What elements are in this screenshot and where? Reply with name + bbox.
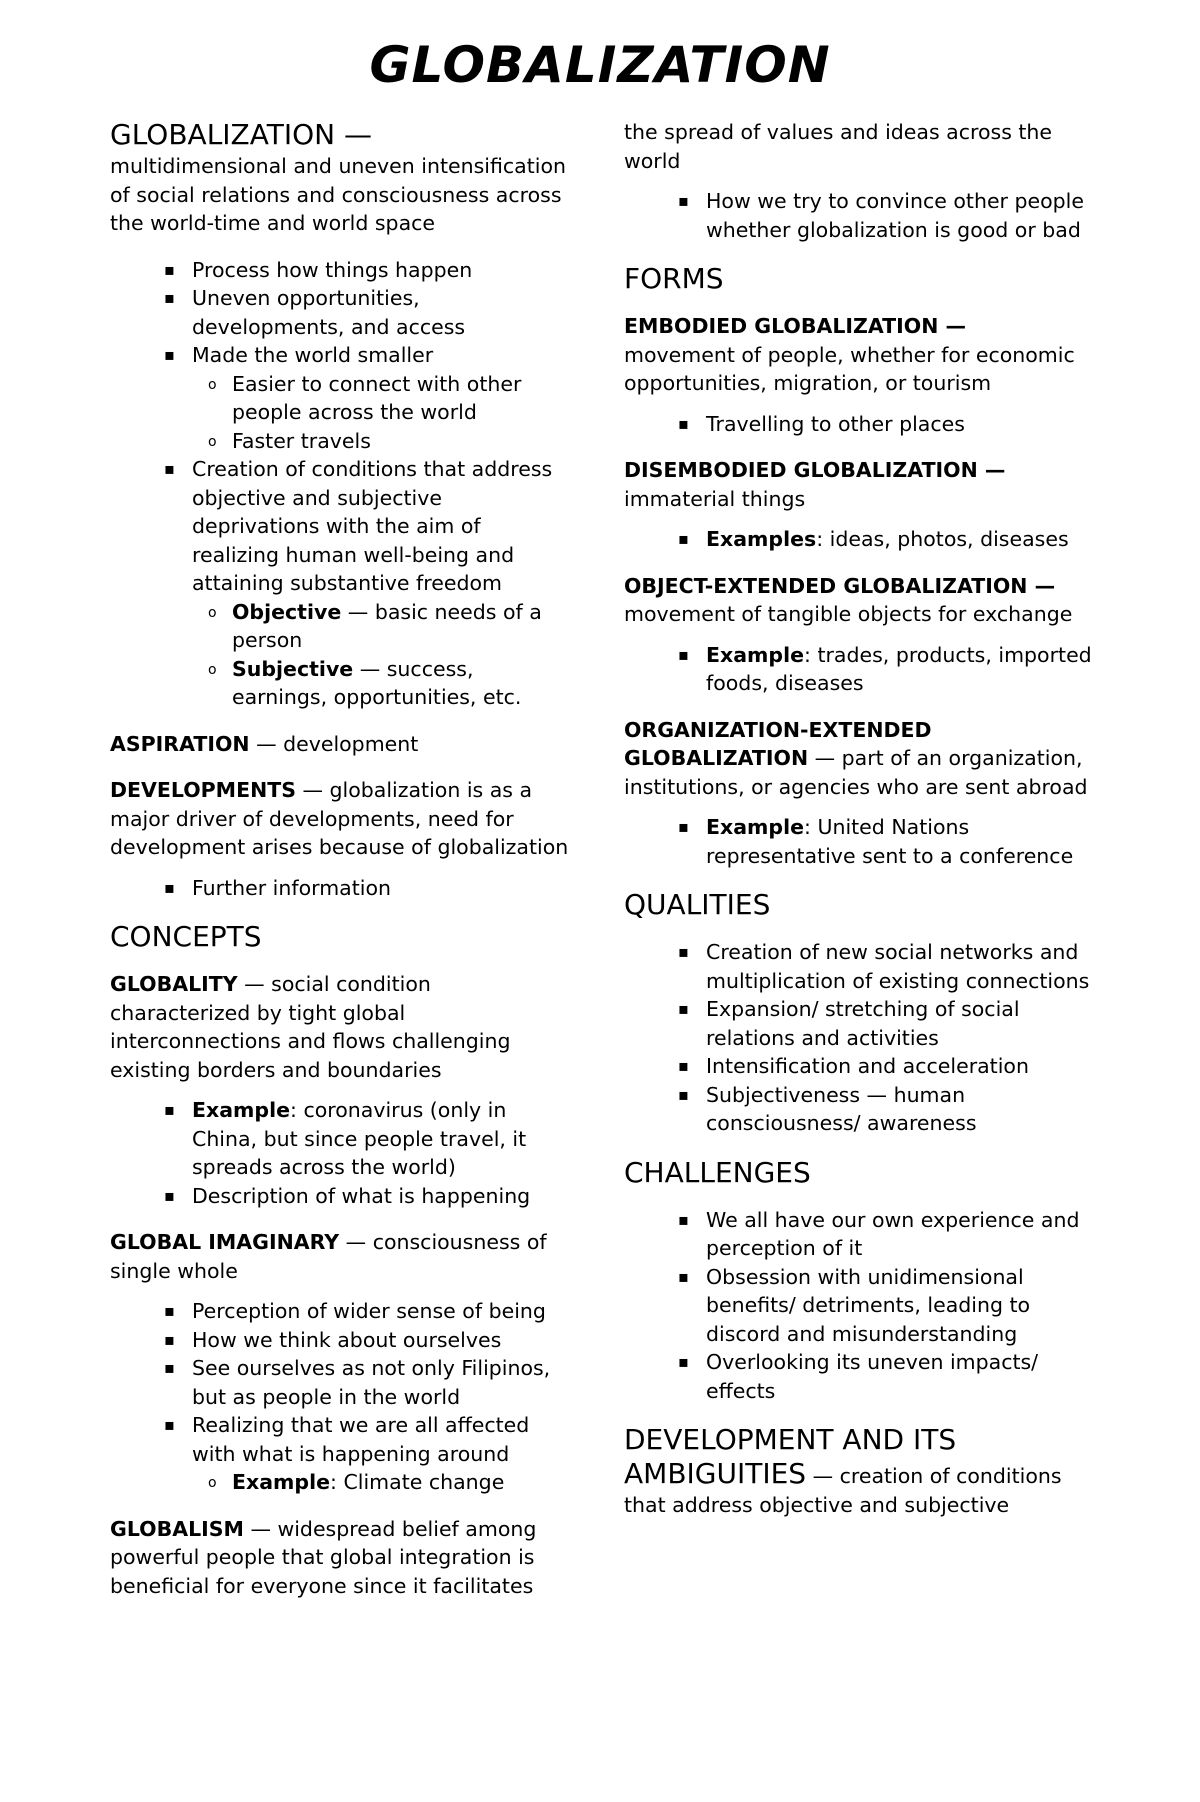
developments-term: DEVELOPMENTS	[110, 778, 296, 802]
list-item-text: Creation of conditions that address objective and subjective deprivations with the aim of realizing human well-being and attaining substantive freedom	[192, 457, 553, 595]
disembodied-term: DISEMBODIED GLOBALIZATION —	[624, 458, 1006, 482]
org-definition	[624, 716, 1094, 802]
list-item: ▪ We all have our own experience and perception of it	[706, 1206, 1094, 1263]
forms-heading: FORMS	[624, 262, 724, 295]
globalism-continuation: the spread of values and ideas across the world	[624, 120, 1053, 173]
devamb-heading-1: DEVELOPMENT AND ITS	[624, 1423, 957, 1456]
objective-term: Objective	[232, 599, 342, 624]
imaginary-definition	[110, 1228, 570, 1285]
devamb-heading-2: AMBIGUITIES	[624, 1457, 807, 1490]
org-def: — part of an organization, institutions, or agencies who are sent abroad	[624, 746, 1088, 799]
aspiration-term: ASPIRATION	[110, 731, 250, 756]
list-item: ▪ Overlooking its uneven impacts/ effects	[706, 1348, 1094, 1405]
aspiration-def: — development	[249, 731, 419, 756]
aspiration-definition	[110, 730, 570, 759]
developments-def: — globalization is as a major driver of developments, need for development arises because of globalization	[110, 778, 569, 859]
org-example: : United Nations representative sent to a conference	[706, 815, 1074, 868]
list-item-text: Realizing that we are all affected with what is happening around	[192, 1413, 530, 1466]
globality-definition	[110, 970, 570, 1084]
imaginary-list	[110, 1297, 570, 1497]
list-item: ▪ Intensification and acceleration	[706, 1052, 1094, 1081]
objective-def: — basic needs of a person	[232, 599, 542, 652]
list-item: ▪ See ourselves as not only Filipinos, but as people in the world	[192, 1354, 570, 1411]
imaginary-term: GLOBAL IMAGINARY	[110, 1230, 340, 1254]
list-item	[192, 455, 570, 712]
qualities-heading: QUALITIES	[624, 888, 771, 921]
concepts-heading: CONCEPTS	[110, 920, 262, 953]
disembodied-list	[624, 525, 1094, 554]
example-label: Example	[706, 815, 805, 839]
disembodied-def: immaterial things	[624, 486, 806, 511]
list-item: ▪ Creation of new social networks and multiplication of existing connections	[706, 938, 1094, 995]
right-column	[624, 118, 1094, 1520]
org-term: ORGANIZATION-EXTENDED GLOBALIZATION	[624, 717, 932, 770]
list-item	[706, 525, 1094, 554]
devamb-line	[624, 1457, 1094, 1520]
list-item: ▪ Uneven opportunities, developments, and access	[192, 284, 570, 341]
embodied-def: movement of people, whether for economic opportunities, migration, or tourism	[624, 342, 1075, 395]
list-item: ▪ Obsession with unidimensional benefits/ detriments, leading to discord and misunderstanding	[706, 1263, 1094, 1349]
list-item	[192, 341, 570, 455]
list-item	[192, 1411, 570, 1497]
list-item: ▪ Expansion/ stretching of social relations and activities	[706, 995, 1094, 1052]
sub-list	[192, 598, 570, 712]
embodied-term: EMBODIED GLOBALIZATION —	[624, 314, 966, 338]
list-item	[706, 641, 1094, 698]
globalization-term: GLOBALIZATION —	[110, 118, 372, 151]
globalization-list	[110, 256, 570, 712]
object-def: movement of tangible objects for exchange	[624, 602, 1073, 626]
object-example: : trades, products, imported foods, diseases	[706, 642, 1092, 695]
globality-def: — social condition characterized by tight global interconnections and flows challenging existing borders and boundaries	[110, 972, 511, 1082]
devamb-def: — creation of conditions that address objective and subjective	[624, 1464, 1062, 1517]
list-item: ▪ How we think about ourselves	[192, 1326, 570, 1355]
subjective-def: — success, earnings, opportunities, etc.	[232, 656, 522, 709]
globality-example: : coronavirus (only in China, but since people travel, it spreads across the world)	[192, 1098, 527, 1179]
list-item: ▪ Description of what is happening	[192, 1182, 570, 1211]
development-ambiguities	[624, 1423, 1094, 1520]
sub-list-item: o Faster travels	[232, 427, 570, 456]
list-item: ▪ Travelling to other places	[706, 410, 1094, 439]
sub-list-item	[232, 655, 570, 712]
globality-list	[110, 1096, 570, 1210]
list-item: ▪ Subjectiveness — human consciousness/ awareness	[706, 1081, 1094, 1138]
sub-list-item	[232, 598, 570, 655]
imaginary-example: : Climate change	[330, 1470, 505, 1494]
list-item: ▪ How we try to convince other people whether globalization is good or bad	[706, 187, 1094, 244]
object-list	[624, 641, 1094, 698]
list-item-text: Made the world smaller	[192, 343, 434, 367]
sub-list	[192, 370, 570, 456]
object-term: OBJECT-EXTENDED GLOBALIZATION —	[624, 573, 1056, 598]
globalism-list	[624, 187, 1094, 244]
object-definition	[624, 572, 1094, 629]
org-list	[624, 813, 1094, 870]
disembodied-example: : ideas, photos, diseases	[816, 527, 1069, 551]
embodied-list	[624, 410, 1094, 439]
globalism-definition	[110, 1515, 570, 1601]
list-item: ▪ Process how things happen	[192, 256, 570, 285]
sub-list	[192, 1468, 570, 1497]
example-label: Example	[232, 1470, 331, 1494]
globalism-term: GLOBALISM	[110, 1516, 244, 1541]
example-label: Example	[192, 1098, 291, 1122]
developments-list	[110, 874, 570, 903]
left-column	[110, 118, 570, 1600]
examples-label: Examples	[706, 527, 817, 551]
subjective-term: Subjective	[232, 656, 354, 681]
list-item: ▪ Perception of wider sense of being	[192, 1297, 570, 1326]
qualities-list	[624, 938, 1094, 1138]
list-item	[192, 1096, 570, 1182]
globality-term: GLOBALITY	[110, 972, 238, 996]
imaginary-def: — consciousness of single whole	[110, 1230, 547, 1283]
globalization-definition	[110, 118, 570, 238]
developments-definition	[110, 776, 570, 862]
example-label: Example	[706, 642, 805, 667]
list-item: ▪ Further information	[192, 874, 570, 903]
globalism-def: — widespread belief among powerful people that global integration is beneficial for everyone since it facilitates	[110, 1516, 537, 1598]
challenges-heading: CHALLENGES	[624, 1155, 811, 1189]
globalization-def: multidimensional and uneven intensification of social relations and consciousness across the world-time and world space	[110, 154, 567, 235]
embodied-definition	[624, 312, 1094, 398]
page-title: GLOBALIZATION	[369, 36, 831, 94]
list-item	[706, 813, 1094, 870]
challenges-list	[624, 1206, 1094, 1406]
sub-list-item	[232, 1468, 570, 1497]
disembodied-definition	[624, 456, 1094, 513]
sub-list-item: o Easier to connect with other people across the world	[232, 370, 570, 427]
